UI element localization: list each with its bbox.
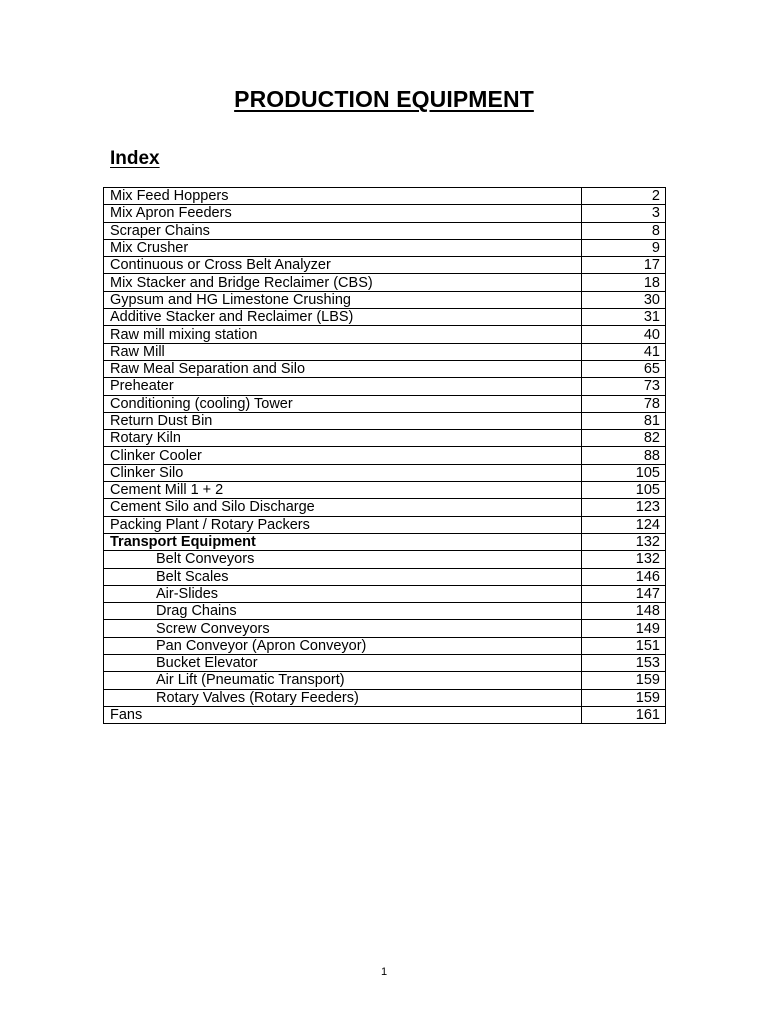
index-entry-title: Cement Mill 1 + 2 — [104, 482, 582, 499]
index-row — [104, 551, 666, 568]
index-row — [104, 464, 666, 481]
index-entry-title: Drag Chains — [104, 603, 582, 620]
index-entry-page: 132 — [582, 551, 666, 568]
index-entry-title: Raw mill mixing station — [104, 326, 582, 343]
index-entry-title: Screw Conveyors — [104, 620, 582, 637]
index-row — [104, 188, 666, 205]
index-entry-title: Packing Plant / Rotary Packers — [104, 516, 582, 533]
index-entry-page: 9 — [582, 239, 666, 256]
index-entry-title: Scraper Chains — [104, 222, 582, 239]
index-entry-page: 82 — [582, 430, 666, 447]
index-entry-title: Raw Mill — [104, 343, 582, 360]
index-entry-page: 147 — [582, 585, 666, 602]
index-entry-title: Conditioning (cooling) Tower — [104, 395, 582, 412]
index-entry-page: 153 — [582, 655, 666, 672]
index-entry-title: Additive Stacker and Reclaimer (LBS) — [104, 309, 582, 326]
index-entry-page: 88 — [582, 447, 666, 464]
index-entry-page: 41 — [582, 343, 666, 360]
index-row — [104, 672, 666, 689]
index-entry-page: 151 — [582, 637, 666, 654]
index-row — [104, 378, 666, 395]
index-row — [104, 585, 666, 602]
index-row — [104, 395, 666, 412]
index-row — [104, 343, 666, 360]
index-row — [104, 482, 666, 499]
index-entry-page: 146 — [582, 568, 666, 585]
index-entry-page: 30 — [582, 291, 666, 308]
index-entry-page: 3 — [582, 205, 666, 222]
index-entry-title: Bucket Elevator — [104, 655, 582, 672]
index-row — [104, 516, 666, 533]
index-row — [104, 655, 666, 672]
index-entry-page: 132 — [582, 533, 666, 550]
index-entry-page: 148 — [582, 603, 666, 620]
index-row — [104, 326, 666, 343]
index-row — [104, 257, 666, 274]
index-entry-title: Belt Scales — [104, 568, 582, 585]
index-entry-title: Air-Slides — [104, 585, 582, 602]
index-entry-page: 149 — [582, 620, 666, 637]
index-entry-page: 105 — [582, 482, 666, 499]
index-entry-page: 2 — [582, 188, 666, 205]
index-row — [104, 637, 666, 654]
index-entry-title: Gypsum and HG Limestone Crushing — [104, 291, 582, 308]
index-entry-title: Mix Crusher — [104, 239, 582, 256]
index-entry-title: Air Lift (Pneumatic Transport) — [104, 672, 582, 689]
index-row — [104, 603, 666, 620]
index-entry-page: 17 — [582, 257, 666, 274]
index-entry-title: Preheater — [104, 378, 582, 395]
index-entry-page: 65 — [582, 360, 666, 377]
index-row — [104, 239, 666, 256]
index-entry-title: Rotary Kiln — [104, 430, 582, 447]
index-entry-title: Continuous or Cross Belt Analyzer — [104, 257, 582, 274]
index-row — [104, 689, 666, 706]
index-row — [104, 291, 666, 308]
index-entry-title: Mix Feed Hoppers — [104, 188, 582, 205]
index-row — [104, 533, 666, 550]
index-row — [104, 706, 666, 723]
index-row — [104, 360, 666, 377]
index-row — [104, 499, 666, 516]
index-entry-page: 123 — [582, 499, 666, 516]
index-row — [104, 620, 666, 637]
index-entry-page: 161 — [582, 706, 666, 723]
index-row — [104, 222, 666, 239]
index-table — [103, 187, 666, 724]
index-heading: Index — [110, 148, 160, 169]
index-entry-page: 81 — [582, 412, 666, 429]
page-title: PRODUCTION EQUIPMENT — [234, 86, 534, 112]
index-row — [104, 274, 666, 291]
index-entry-page: 105 — [582, 464, 666, 481]
index-entry-title: Clinker Cooler — [104, 447, 582, 464]
index-entry-title: Rotary Valves (Rotary Feeders) — [104, 689, 582, 706]
index-entry-page: 159 — [582, 689, 666, 706]
index-row — [104, 568, 666, 585]
index-entry-page: 18 — [582, 274, 666, 291]
index-entry-page: 73 — [582, 378, 666, 395]
index-table-body — [104, 188, 666, 724]
index-entry-title: Belt Conveyors — [104, 551, 582, 568]
index-entry-page: 31 — [582, 309, 666, 326]
index-entry-page: 78 — [582, 395, 666, 412]
index-entry-title: Mix Stacker and Bridge Reclaimer (CBS) — [104, 274, 582, 291]
index-entry-title: Clinker Silo — [104, 464, 582, 481]
index-entry-title: Mix Apron Feeders — [104, 205, 582, 222]
index-row — [104, 412, 666, 429]
index-row — [104, 309, 666, 326]
index-entry-title: Fans — [104, 706, 582, 723]
index-entry-title: Transport Equipment — [104, 533, 582, 550]
index-row — [104, 430, 666, 447]
page-number: 1 — [380, 966, 388, 978]
index-row — [104, 447, 666, 464]
index-entry-page: 124 — [582, 516, 666, 533]
index-row — [104, 205, 666, 222]
index-entry-title: Pan Conveyor (Apron Conveyor) — [104, 637, 582, 654]
index-entry-page: 159 — [582, 672, 666, 689]
index-entry-title: Cement Silo and Silo Discharge — [104, 499, 582, 516]
index-entry-title: Return Dust Bin — [104, 412, 582, 429]
index-entry-page: 8 — [582, 222, 666, 239]
index-entry-title: Raw Meal Separation and Silo — [104, 360, 582, 377]
index-entry-page: 40 — [582, 326, 666, 343]
